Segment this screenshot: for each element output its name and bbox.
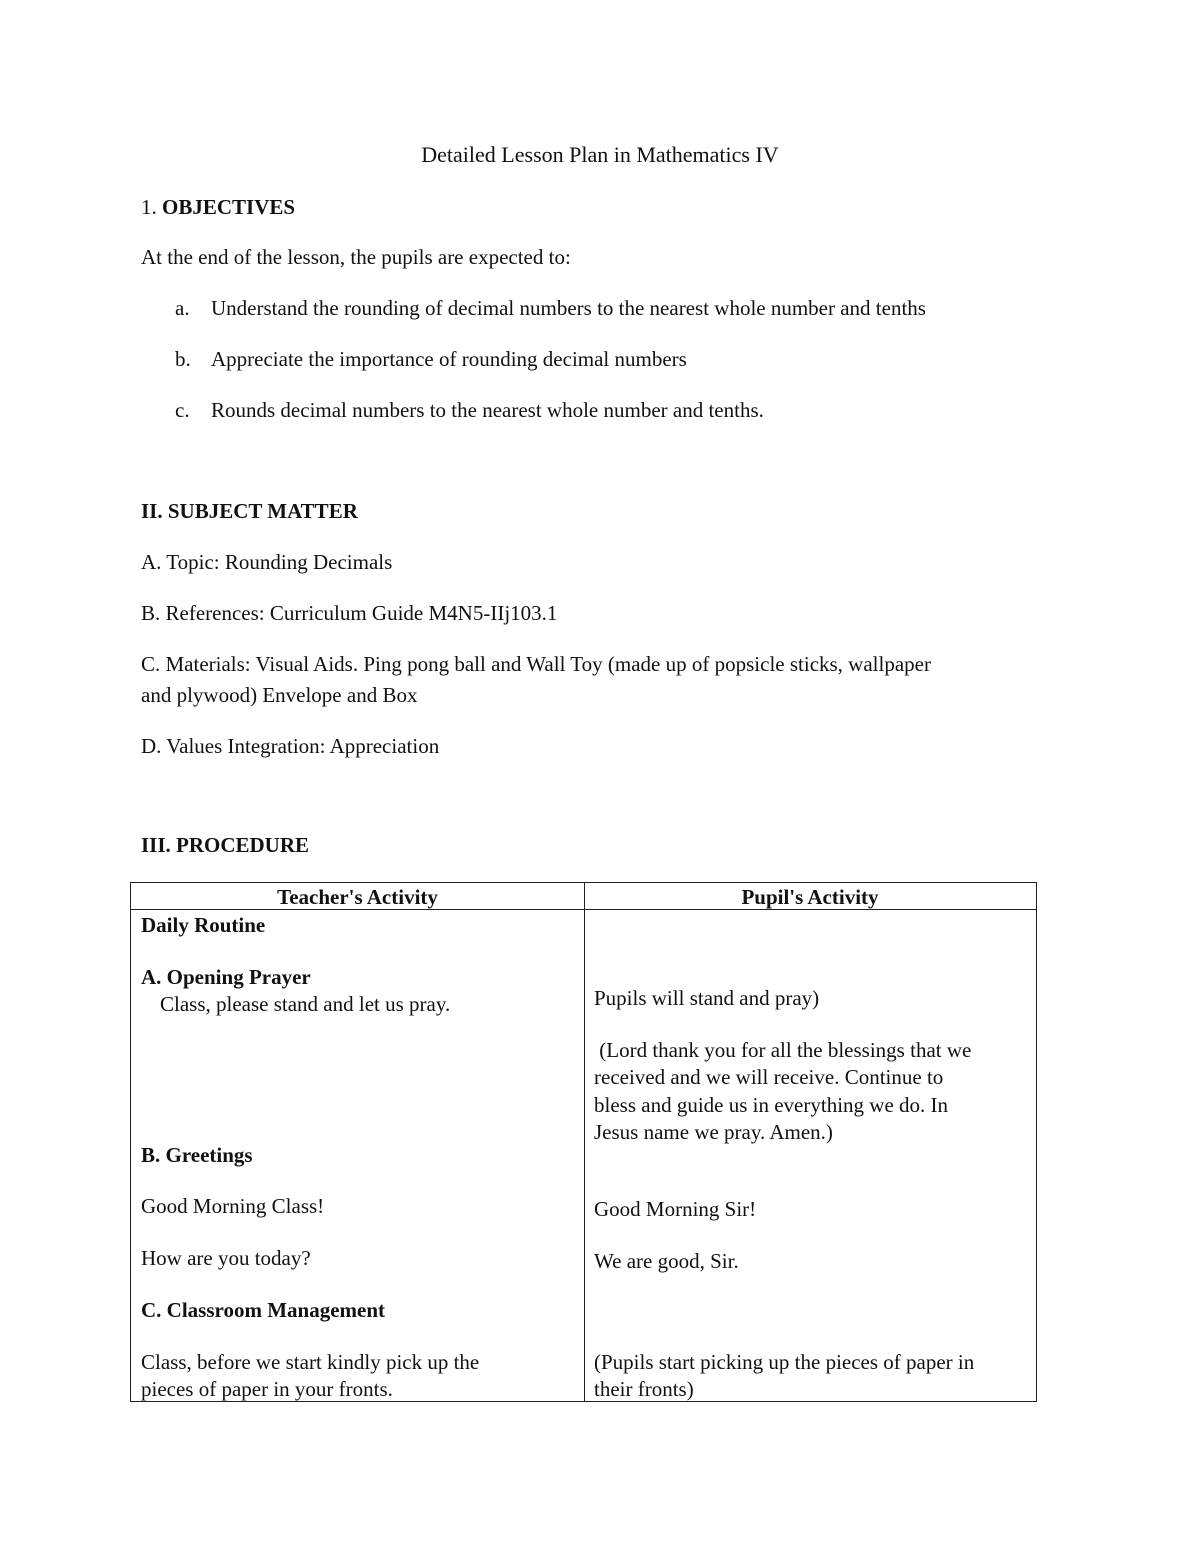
subject-topic: A. Topic: Rounding Decimals (141, 550, 393, 574)
procedure-heading: III. PROCEDURE (141, 833, 310, 857)
objectives-heading (141, 192, 295, 222)
subject-materials-line2: and plywood) Envelope and Box (141, 683, 418, 707)
table-column-divider (584, 883, 585, 1401)
objectives-title: OBJECTIVES (162, 195, 296, 219)
table-header-divider (131, 909, 1036, 910)
pupil-greeting-reply-1: Good Morning Sir! (594, 1197, 757, 1221)
teacher-opening-prayer-heading: A. Opening Prayer (141, 965, 311, 989)
pupil-prayer-line2: received and we will receive. Continue to (594, 1065, 944, 1089)
pupil-prayer-line1: (Lord thank you for all the blessings that we (594, 1038, 972, 1062)
objectives-number: 1. (141, 195, 157, 219)
subject-references: B. References: Curriculum Guide M4N5-IIj103.1 (141, 601, 558, 625)
objective-marker-a: a. (175, 296, 190, 320)
teacher-daily-routine: Daily Routine (141, 913, 266, 937)
table-header-teacher: Teacher's Activity (277, 885, 438, 909)
objectives-intro: At the end of the lesson, the pupils are expected to: (141, 245, 571, 269)
teacher-greeting-1: Good Morning Class! (141, 1194, 325, 1218)
subject-matter-heading: II. SUBJECT MATTER (141, 499, 358, 523)
objective-marker-b: b. (175, 347, 191, 371)
pupil-management-line2: their fronts) (594, 1377, 694, 1401)
objective-item-a: Understand the rounding of decimal numbers to the nearest whole number and tenths (211, 296, 926, 320)
pupil-prayer-line4: Jesus name we pray. Amen.) (594, 1120, 833, 1144)
document-title: Detailed Lesson Plan in Mathematics IV (421, 142, 779, 167)
teacher-greetings-heading: B. Greetings (141, 1143, 253, 1167)
teacher-opening-prayer-text: Class, please stand and let us pray. (160, 992, 451, 1016)
objective-item-c: Rounds decimal numbers to the nearest whole number and tenths. (211, 398, 764, 422)
table-header-pupil: Pupil's Activity (741, 885, 879, 909)
teacher-management-line2: pieces of paper in your fronts. (141, 1377, 393, 1401)
pupil-greeting-reply-2: We are good, Sir. (594, 1249, 739, 1273)
pupil-prayer-action: Pupils will stand and pray) (594, 986, 820, 1010)
pupil-prayer-line3: bless and guide us in everything we do. In (594, 1093, 949, 1117)
subject-values: D. Values Integration: Appreciation (141, 734, 440, 758)
teacher-management-heading: C. Classroom Management (141, 1298, 386, 1322)
pupil-management-line1: (Pupils start picking up the pieces of paper in (594, 1350, 975, 1374)
procedure-table (130, 882, 1037, 1402)
objective-marker-c: c. (175, 398, 190, 422)
teacher-greeting-2: How are you today? (141, 1246, 311, 1270)
subject-materials-line1: C. Materials: Visual Aids. Ping pong ball and Wall Toy (made up of popsicle sticks, wallpaper (141, 652, 931, 676)
teacher-management-line1: Class, before we start kindly pick up the (141, 1350, 480, 1374)
objective-item-b: Appreciate the importance of rounding decimal numbers (211, 347, 687, 371)
